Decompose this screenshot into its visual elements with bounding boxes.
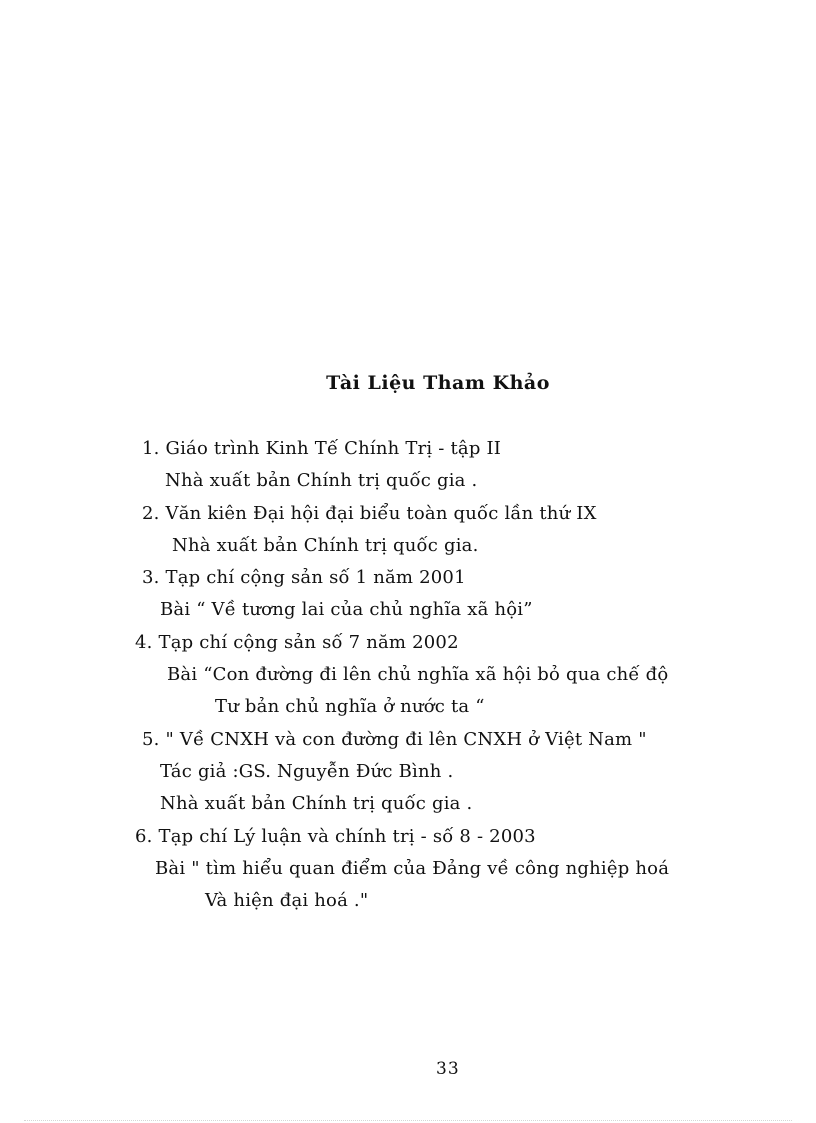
reference-1-heading: 1. Giáo trình Kinh Tế Chính Trị - tập II (142, 438, 502, 459)
reference-4-article: Bài “Con đường đi lên chủ nghĩa xã hội bỏ qua chế độ (167, 664, 669, 685)
reference-4-article-continued: Tư bản chủ nghĩa ở nước ta “ (215, 696, 485, 717)
reference-1-publisher: Nhà xuất bản Chính trị quốc gia . (165, 470, 478, 491)
reference-4-heading: 4. Tạp chí cộng sản số 7 năm 2002 (135, 632, 459, 653)
reference-3-heading: 3. Tạp chí cộng sản số 1 năm 2001 (142, 567, 466, 588)
page-title: Tài Liệu Tham Khảo (326, 372, 550, 394)
reference-5-author: Tác giả :GS. Nguyễn Đức Bình . (160, 761, 454, 782)
reference-6-article-continued: Và hiện đại hoá ." (205, 890, 369, 911)
reference-5-publisher: Nhà xuất bản Chính trị quốc gia . (160, 793, 473, 814)
reference-5-heading: 5. " Về CNXH và con đường đi lên CNXH ở Việt Nam " (142, 729, 647, 750)
footer-divider (24, 1120, 792, 1121)
reference-6-article: Bài " tìm hiểu quan điểm của Đảng về công nghiệp hoá (155, 858, 670, 879)
page-number: 33 (436, 1059, 460, 1079)
reference-6-heading: 6. Tạp chí Lý luận và chính trị - số 8 - 2003 (135, 826, 536, 847)
reference-3-article: Bài “ Về tương lai của chủ nghĩa xã hội” (160, 599, 533, 620)
reference-2-publisher: Nhà xuất bản Chính trị quốc gia. (172, 535, 479, 556)
reference-2-heading: 2. Văn kiên Đại hội đại biểu toàn quốc lần thứ IX (142, 503, 597, 524)
